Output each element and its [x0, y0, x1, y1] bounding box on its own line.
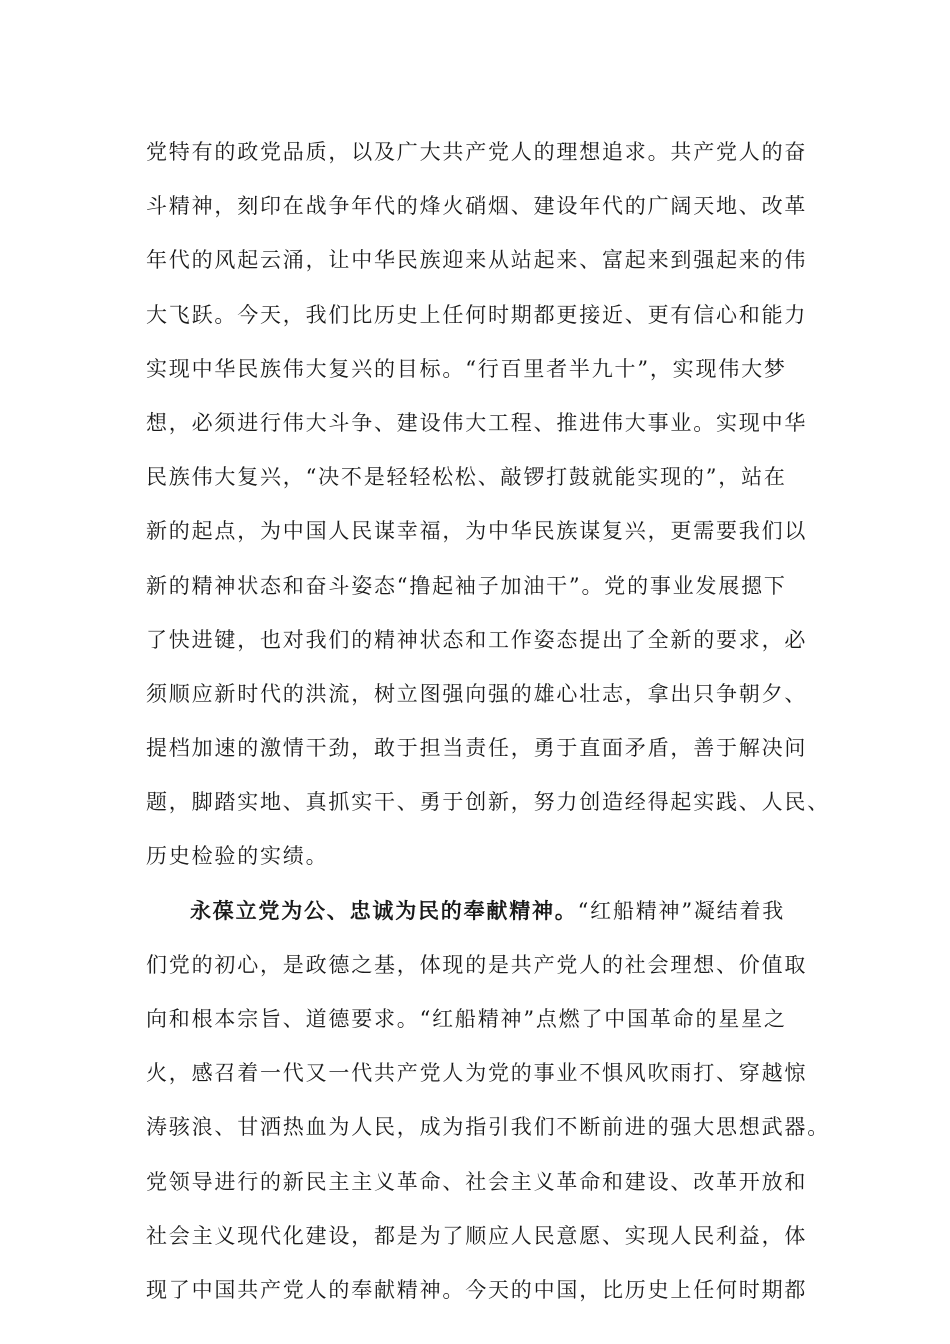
text-line: 年代的风起云涌，让中华民族迎来从站起来、富起来到强起来的伟 — [146, 248, 808, 273]
text-line: 向和根本宗旨、道德要求。“红船精神”点燃了中国革命的星星之 — [146, 1007, 787, 1031]
text-line: 提档加速的激情干劲，敢于担当责任，勇于直面矛盾，善于解决问 — [146, 736, 808, 761]
body-text — [146, 134, 866, 1326]
text-line: 大飞跃。今天，我们比历史上任何时期都更接近、更有信心和能力 — [146, 302, 808, 327]
text-line: 涛骇浪、甘洒热血为人民，成为指引我们不断前进的强大思想武器。 — [146, 1115, 830, 1140]
text-line: 实现中华民族伟大复兴的目标。“行百里者半九十”，实现伟大梦 — [146, 356, 787, 381]
text-line: 斗精神，刻印在战争年代的烽火硝烟、建设年代的广阔天地、改革 — [146, 194, 808, 219]
paragraph-2 — [146, 893, 866, 1327]
text-line: 们党的初心，是政德之基，体现的是共产党人的社会理想、价值取 — [146, 952, 808, 977]
text-line: 社会主义现代化建设，都是为了顺应人民意愿、实现人民利益，体 — [146, 1223, 808, 1248]
text-line: 民族伟大复兴，“决不是轻轻松松、敲锣打鼓就能实现的”，站在 — [146, 465, 787, 490]
text-line: 火，感召着一代又一代共产党人为党的事业不惧风吹雨打、穿越惊 — [146, 1061, 808, 1086]
text-line: 党特有的政党品质，以及广大共产党人的理想追求。共产党人的奋 — [146, 140, 808, 164]
text-line: 题，脚踏实地、真抓实干、勇于创新，努力创造经得起实践、人民、 — [146, 790, 830, 815]
text-line: 想，必须进行伟大斗争、建设伟大工程、推进伟大事业。实现中华 — [146, 410, 808, 435]
text-line: 党领导进行的新民主主义革命、社会主义革命和建设、改革开放和 — [146, 1169, 808, 1194]
section-heading: 永葆立党为公、忠诚为民的奉献精神。 — [190, 897, 578, 923]
text-line — [146, 893, 866, 947]
text-line: 历史检验的实绩。 — [146, 844, 329, 869]
paragraph-1 — [146, 134, 866, 893]
text-line: 现了中国共产党人的奉献精神。今天的中国，比历史上任何时期都 — [146, 1277, 808, 1302]
text-line: 须顺应新时代的洪流，树立图强向强的雄心壮志，拿出只争朝夕、 — [146, 681, 808, 706]
text-line: 了快进键，也对我们的精神状态和工作姿态提出了全新的要求，必 — [146, 627, 808, 652]
text-line: 新的精神状态和奋斗姿态“撸起袖子加油干”。党的事业发展摁下 — [146, 573, 787, 598]
text-line: 新的起点，为中国人民谋幸福，为中华民族谋复兴，更需要我们以 — [146, 519, 808, 544]
heading-line-rest: “红船精神”凝结着我 — [577, 898, 786, 923]
